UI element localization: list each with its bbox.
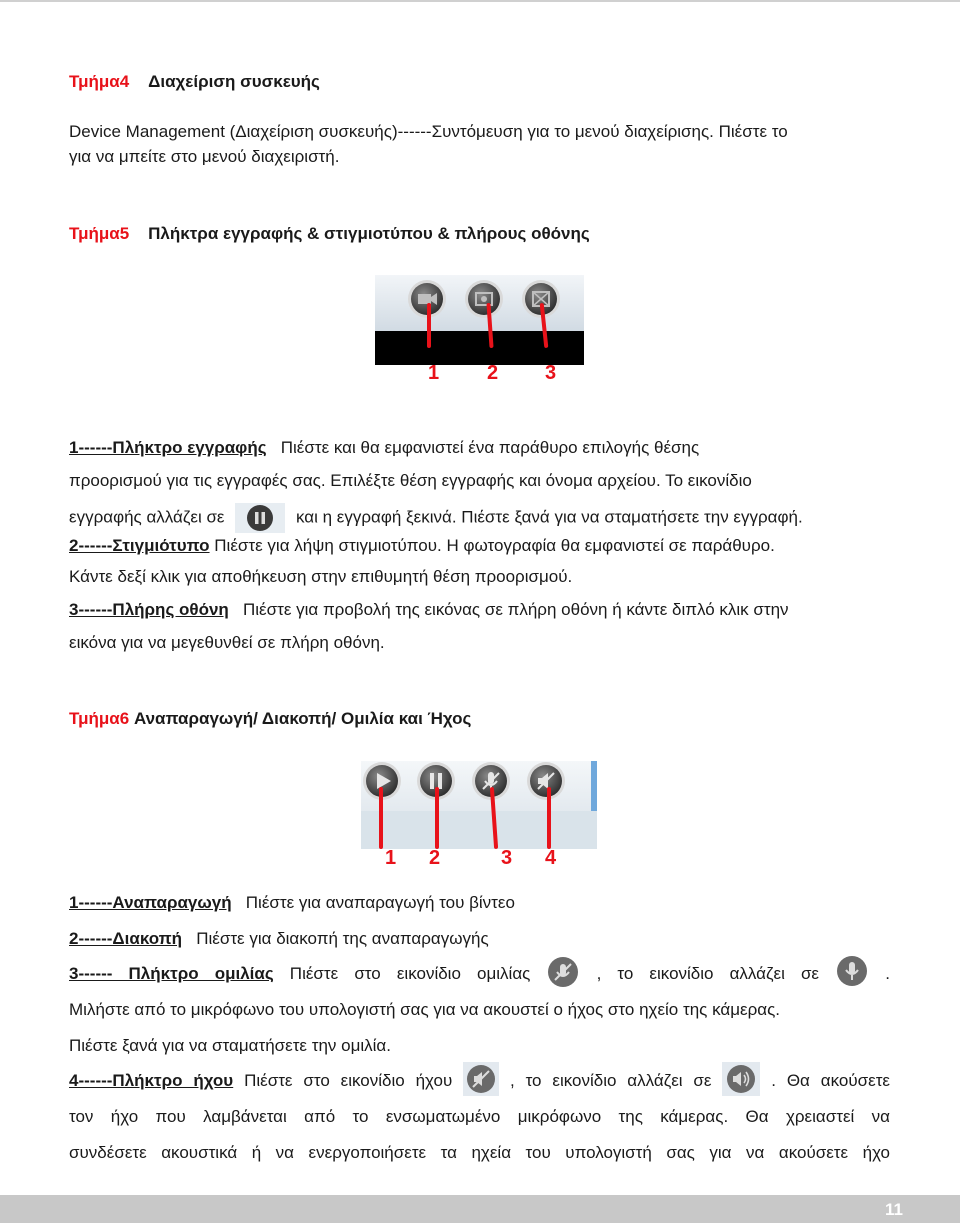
sound-text-b: , το εικονίδιο αλλάζει σε [510,1071,712,1090]
talk-paragraph-line2: Μιλήστε από το μικρόφωνο του υπολογιστή σας για να ακουστεί ο ήχος στο ηχείο της κάμερας. [69,1000,780,1019]
play-heading: 1------Αναπαραγωγή [69,893,232,912]
callout-number-1: 1 [428,362,440,384]
section5-title: Πλήκτρα εγγραφής & στιγμιοτύπου & πλήρους οθόνης [148,224,590,243]
fullscreen-text: Πιέστε για προβολή της εικόνας σε πλήρη οθόνη ή κάντε διπλό κλικ στην [242,600,789,619]
fullscreen-paragraph-line1 [69,599,789,621]
speaker-muted-icon [526,761,566,801]
snapshot-text: Πιέστε για λήψη στιγμιοτύπου. Η φωτογραφία θα εμφανιστεί σε παράθυρο. [214,536,775,555]
snapshot-paragraph-line2: Κάντε δεξί κλικ για αποθήκευση στην επιθυμητή θέση προορισμού. [69,567,573,586]
talk-paragraph-line1 [69,963,890,985]
record-paragraph-line3 [69,503,803,533]
play-text: Πιέστε για αναπαραγωγή του βίντεο [245,893,515,912]
record-snapshot-fullscreen-toolbar [375,275,584,365]
record-paragraph-line1 [69,437,699,459]
callout-number-6-2: 2 [429,847,441,869]
photo-icon [464,279,504,319]
pause-heading: 2------Διακοπή [69,929,183,948]
pause-record-icon [235,503,285,533]
sound-text-a: Πιέστε στο εικονίδιο ήχου [244,1071,453,1090]
sound-button[interactable] [526,761,566,806]
sound-heading: 4------Πλήκτρο ήχου [69,1071,234,1090]
talk-paragraph-line3: Πιέστε ξανά για να σταματήσετε την ομιλία. [69,1036,391,1055]
pointer-line-1 [427,303,431,348]
microphone-on-icon [835,954,869,984]
section4-line1: Device Management (Διαχείριση συσκευής)------Συντόμευση για το μενού διαχείρισης. Πιέστε το [69,122,788,141]
callout-number-6-1: 1 [385,847,397,869]
play-paragraph [69,892,515,914]
callout-number-3: 3 [545,362,557,384]
sound-text-c: . Θα ακούσετε [771,1071,890,1090]
sound-paragraph-line3: συνδέσετε ακουστικά ή να ενεργοποιήσετε τα ηχεία του υπολογιστή σας για να ακούσετε ήχο [69,1143,890,1162]
sound-paragraph-line2: τον ήχο που λαμβάνεται από το ενσωματωμένο μικρόφωνο της κάμερας. Θα χρειαστεί να [69,1107,890,1126]
record-paragraph-line2: προορισμού για τις εγγραφές σας. Επιλέξτε θέση εγγραφής και όνομα αρχείου. Το εικονίδιο [69,471,752,490]
fullscreen-paragraph-line2: εικόνα για να μεγεθυνθεί σε πλήρη οθόνη. [69,633,385,652]
page-footer [0,1195,960,1223]
callout-number-6-4: 4 [545,847,557,869]
snapshot-heading: 2------Στιγμιότυπο [69,536,210,555]
pointer-line-play [379,787,383,849]
section6-title: Αναπαραγωγή/ Διακοπή/ Ομιλία και Ήχος [133,709,472,728]
playback-audio-toolbar [361,761,597,849]
record-line3-start: εγγραφής αλλάζει σε [69,507,225,527]
snapshot-paragraph-line1 [69,535,775,557]
record-key-text: Πιέστε και θα εμφανιστεί ένα παράθυρο επιλογής θέσης [280,438,700,457]
snapshot-button[interactable] [464,279,504,324]
callout-number-2: 2 [487,362,499,384]
section4-title: Διαχείριση συσκευής [148,72,320,91]
section6-heading [69,708,471,730]
page-number: 11 [885,1200,903,1219]
talk-text-c: . [885,964,890,983]
sound-paragraph-line1 [69,1070,890,1092]
record-key-heading: 1------Πλήκτρο εγγραφής [69,438,267,457]
record-line3-end: και η εγγραφή ξεκινά. Πιέστε ξανά για να σταματήσετε την εγγραφή. [295,507,803,527]
section5-label: Τμήμα5 [69,224,130,243]
talk-text-b: , το εικονίδιο αλλάζει σε [596,964,820,983]
section4-heading [69,71,320,93]
speaker-off-icon [463,1062,499,1092]
talk-text-a: Πιέστε στο εικονίδιο ομιλίας [289,964,531,983]
fullscreen-heading: 3------Πλήρης οθόνη [69,600,229,619]
microphone-off-icon [546,955,580,985]
callout-number-6-3: 3 [501,847,513,869]
section4-line2: για να μπείτε στο μενού διαχειριστή. [69,147,340,166]
section5-heading [69,223,590,245]
section4-label: Τμήμα4 [69,72,130,91]
speaker-on-icon [722,1062,760,1092]
top-divider [0,0,960,2]
talk-heading: 3------ Πλήκτρο ομιλίας [69,964,274,983]
pause-text: Πιέστε για διακοπή της αναπαραγωγής [196,929,489,948]
pointer-line-sound [547,787,551,849]
pointer-line-pause [435,787,439,849]
pause-paragraph [69,928,489,950]
section6-label: Τμήμα6 [69,709,130,728]
